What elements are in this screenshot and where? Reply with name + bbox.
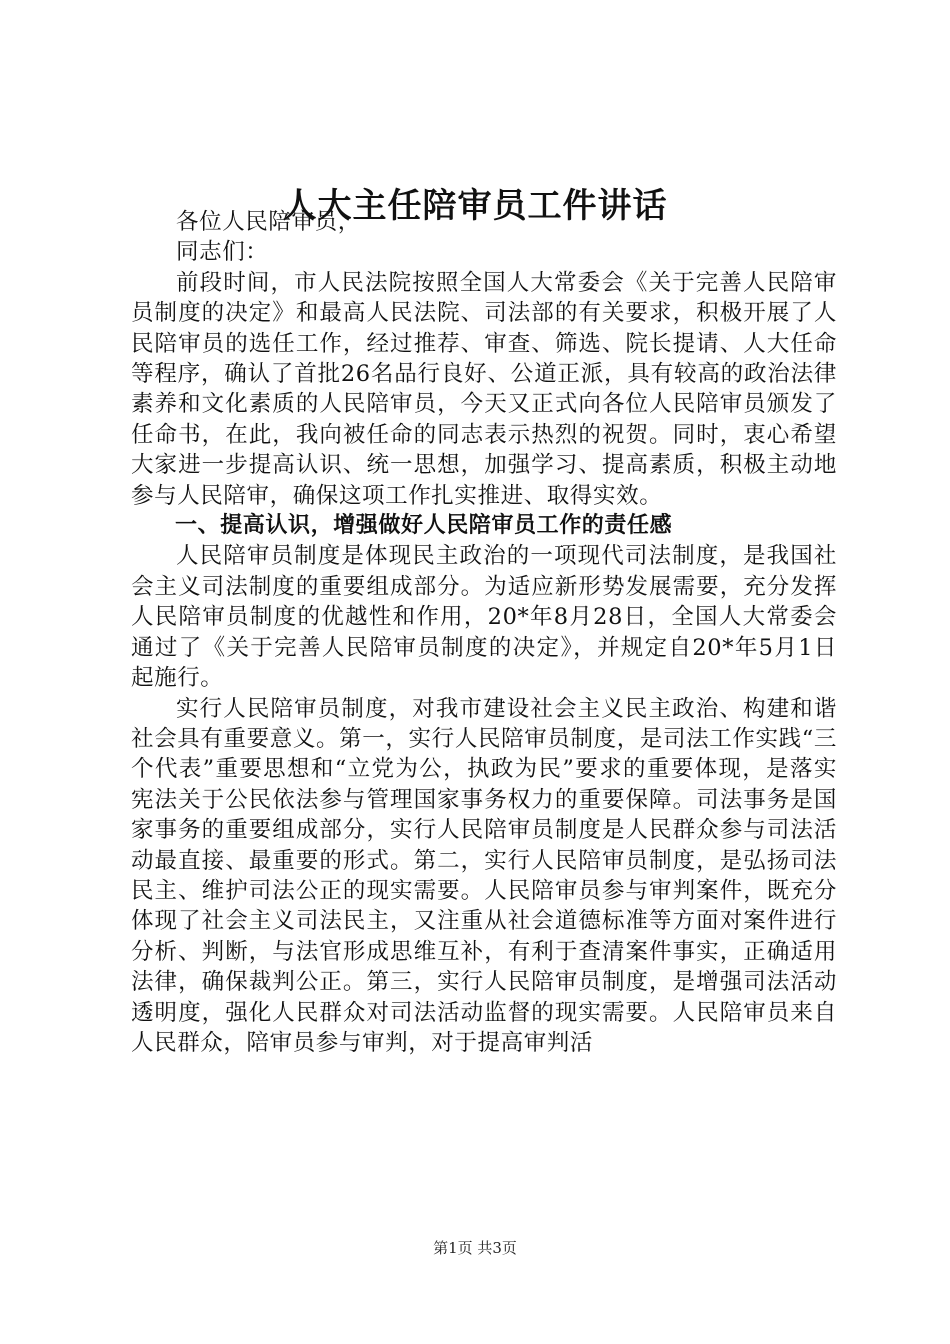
salutation-1: 各位人民陪审员， bbox=[176, 209, 361, 235]
page-footer: 第1页 共3页 bbox=[433, 1239, 517, 1257]
document-title: 人大主任陪审员工件讲话 bbox=[282, 186, 668, 226]
salutation-2: 同志们： bbox=[176, 239, 269, 266]
section-heading-1: 一、提高认识，增强做好人民陪审员工作的责任感 bbox=[175, 513, 673, 539]
document-body bbox=[131, 207, 837, 1058]
paragraph-significance: 实行人民陪审员制度，对我市建设社会主义民主政治、构建和谐社会具有重要意义。第一，实行人民陪审员制度，是司法工作实践“三个代表”重要思想和“立党为公，执政为民”要求的重要体现，是落实宪法关于公民依法参与管理国家事务权力的重要保障。司法事务是国家事务的重要组成部分，实行人民陪审员制度是人民群众参与司法活动最直接、最重要的形式。第二，实行人民陪审员制度，是弘扬司法民主、维护司法公正的现实需要。人民陪审员参与审判案件，既充分体现了社会主义司法民主，又注重从社会道德标准等方面对案件进行分析、判断，与法官形成思维互补，有利于查清案件事实，正确适用法律，确保裁判公正。第三，实行人民陪审员制度，是增强司法活动透明度，强化人民群众对司法活动监督的现实需要。人民陪审员来自人民群众，陪审员参与审判，对于提高审判活 bbox=[131, 695, 837, 1056]
paragraph-system: 人民陪审员制度是体现民主政治的一项现代司法制度，是我国社会主义司法制度的重要组成部分。为适应新形势发展需要，充分发挥人民陪审员制度的优越性和作用，20*年8月28日，全国人大常委会通过了《关于完善人民陪审员制度的决定》，并规定自20*年5月1日起施行。 bbox=[131, 543, 837, 692]
paragraph-intro: 前段时间，市人民法院按照全国人大常委会《关于完善人民陪审员制度的决定》和最高人民法院、司法部的有关要求，积极开展了人民陪审员的选任工作，经过推荐、审查、筛选、院长提请、人大任命等程序，确认了首批26名品行良好、公道正派，具有较高的政治法律素养和文化素质的人民陪审员，今天又正式向各位人民陪审员颁发了任命书，在此，我向被任命的同志表示热烈的祝贺。同时，衷心希望大家进一步提高认识、统一思想，加强学习、提高素质，积极主动地参与人民陪审，确保这项工作扎实推进、取得实效。 bbox=[131, 269, 837, 509]
